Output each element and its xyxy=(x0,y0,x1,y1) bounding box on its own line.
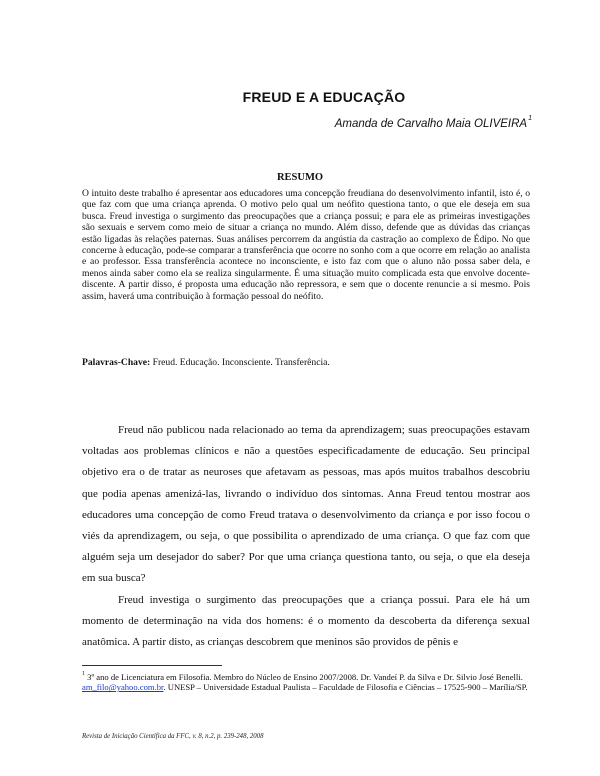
body-paragraph: Freud investiga o surgimento das preocupações que a criança possui. Para ele há um momento de determinação na vida dos homens: é o momento da descoberta da diferença sexual anatômica. A partir disto, as crianças descobrem que meninos são providos de pênis e xyxy=(82,593,530,649)
body-text xyxy=(82,420,530,653)
footnote-text-start: 3º ano de Licenciatura em Filosofia. Membro do Núcleo de Ensino 2007/2008. Dr. Vandeí P. da Silva e Dr. Silvio José Benelli. xyxy=(85,671,523,682)
keywords-text: Freud. Educação. Inconsciente. Transferência. xyxy=(150,357,330,368)
footnote-text-end: . UNESP – Universidade Estadual Paulista – Faculdade de Filosofia e Ciências – 17525-900 – Marília/SP. xyxy=(163,682,528,693)
paper-title: FREUD E A EDUCAÇÃO xyxy=(242,89,406,105)
footnote-mark: 1 xyxy=(82,671,85,677)
footnote xyxy=(82,670,530,693)
abstract-text: O intuito deste trabalho é apresentar aos educadores uma concepção freudiana do desenvolvimento infantil, isto é, o que faz com que uma criança aprenda. O motivo pelo qual um neófito questiona tanto, o que ele deseja em sua busca. Freud investiga o surgimento das preocupações que a criança possui; e para ele as primeiras investigações são sexuais e servem como meio de situar a criança no mundo. Além disso, defende que as dúvidas das crianças estão ligadas às relações paternas. Suas análises percorrem da angústia da castração ao complexo de Édipo. No que concerne à educação, pode-se comparar a transferência que ocorre no sonho com a que ocorre em relação ao analista e ao professor. Essa transferência acontece no inconsciente, e isto faz com que o aluno não possa saber dela, e menos ainda saber como ela se realiza singularmente. É uma situação muito complicada esta que envolve docente-discente. A partir disso, é proposta uma educação não repressora, e sem que o docente renuncie a si mesmo. Pois assim, haverá uma contribuição à formação pessoal do neófito. xyxy=(82,188,530,302)
journal-citation: Revista de Iniciação Científica da FFC, v. 8, n.2, p. 239-248, 2008 xyxy=(82,733,264,740)
footnote-divider xyxy=(82,665,222,666)
author-name: Amanda de Carvalho Maia OLIVEIRA xyxy=(334,117,528,130)
footnote-email-link[interactable]: am_filo@yahoo.com.br xyxy=(82,682,164,693)
keywords-label: Palavras-Chave: xyxy=(82,357,151,368)
author-line xyxy=(335,117,532,130)
abstract-heading: RESUMO xyxy=(276,172,324,183)
body-paragraph: Freud não publicou nada relacionado ao tema da aprendizagem; suas preocupações estavam voltadas aos problemas clínicos e não a questões especificadamente de educação. Seu principal objetivo era o de tratar as neuroses que afetavam as pessoas, mas após muitos trabalhos descobriu que podia apenas amenizá-las, livrando o indivíduo dos sintomas. Anna Freud tentou mostrar aos educadores uma concepção de como Freud tratava o desenvolvimento da criança e por isso focou o viés da aprendizagem, ou seja, o que possibilita o aprendizado de uma criança. O que faz com que alguém seja um desejador do saber? Por que uma criança questiona tanto, ou seja, o que ela deseja em sua busca? xyxy=(82,424,530,585)
author-footnote-mark: 1 xyxy=(528,115,532,122)
keywords xyxy=(82,357,530,369)
